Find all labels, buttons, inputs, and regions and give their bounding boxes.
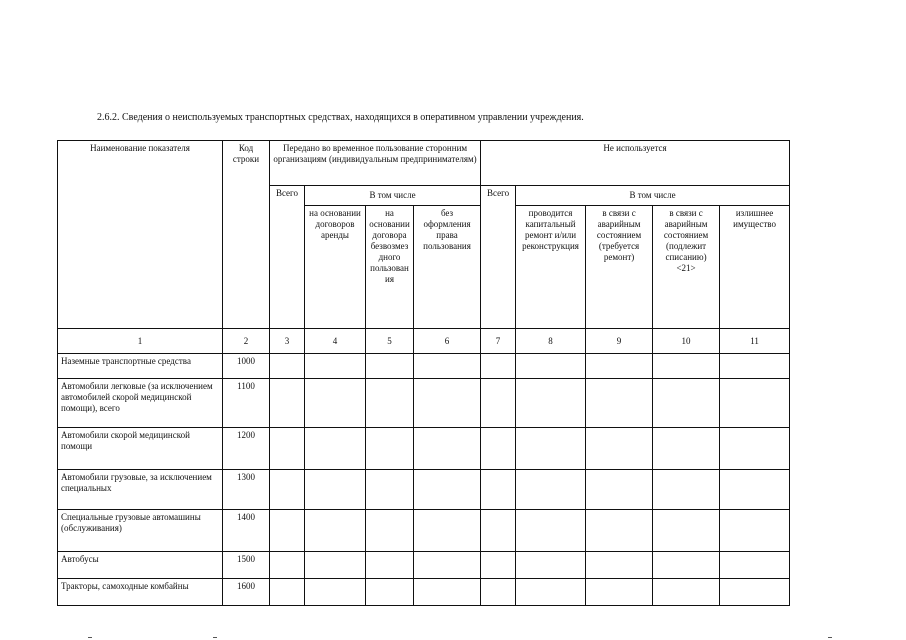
value-cell[interactable] — [366, 379, 414, 428]
header-not-used-group: Не используется — [481, 141, 790, 186]
row-code: 1200 — [223, 428, 270, 470]
row-code: 1000 — [223, 354, 270, 379]
value-cell[interactable] — [653, 552, 720, 579]
row-name: Автомобили грузовые, за исключением специальных — [58, 470, 223, 510]
header-free-use: на основании договора безвозмездного пользования — [366, 206, 414, 329]
header-not-used-including: В том числе — [516, 186, 790, 206]
column-number: 7 — [481, 329, 516, 354]
value-cell[interactable] — [270, 470, 305, 510]
column-number: 5 — [366, 329, 414, 354]
header-not-used-total: Всего — [481, 186, 516, 329]
value-cell[interactable] — [720, 354, 790, 379]
column-number: 11 — [720, 329, 790, 354]
row-name: Наземные транспортные средства — [58, 354, 223, 379]
value-cell[interactable] — [586, 354, 653, 379]
value-cell[interactable] — [305, 354, 366, 379]
scan-artifact — [213, 637, 217, 638]
value-cell[interactable] — [653, 354, 720, 379]
header-capital-repair: проводится капитальный ремонт и/или реконструкция — [516, 206, 586, 329]
value-cell[interactable] — [414, 354, 481, 379]
column-number: 2 — [223, 329, 270, 354]
value-cell[interactable] — [586, 579, 653, 606]
column-number: 1 — [58, 329, 223, 354]
column-number: 3 — [270, 329, 305, 354]
row-code: 1300 — [223, 470, 270, 510]
value-cell[interactable] — [270, 379, 305, 428]
value-cell[interactable] — [653, 470, 720, 510]
value-cell[interactable] — [270, 579, 305, 606]
value-cell[interactable] — [305, 510, 366, 552]
header-excess-property: излишнее имущество — [720, 206, 790, 329]
value-cell[interactable] — [516, 354, 586, 379]
value-cell[interactable] — [586, 470, 653, 510]
header-emergency-writeoff: в связи с аварийным состоянием (подлежит списанию) <21> — [653, 206, 720, 329]
row-name: Специальные грузовые автомашины (обслуживания) — [58, 510, 223, 552]
value-cell[interactable] — [414, 510, 481, 552]
table-row — [58, 510, 790, 552]
row-name: Автомобили легковые (за исключением автомобилей скорой медицинской помощи), всего — [58, 379, 223, 428]
value-cell[interactable] — [481, 552, 516, 579]
table-row — [58, 354, 790, 379]
value-cell[interactable] — [305, 579, 366, 606]
value-cell[interactable] — [516, 470, 586, 510]
unused-vehicles-table — [57, 140, 790, 606]
value-cell[interactable] — [481, 470, 516, 510]
value-cell[interactable] — [414, 579, 481, 606]
column-number: 8 — [516, 329, 586, 354]
value-cell[interactable] — [366, 428, 414, 470]
value-cell[interactable] — [516, 579, 586, 606]
value-cell[interactable] — [516, 428, 586, 470]
column-number: 9 — [586, 329, 653, 354]
value-cell[interactable] — [720, 510, 790, 552]
column-number-row — [58, 329, 790, 354]
scan-artifact — [828, 637, 832, 638]
value-cell[interactable] — [366, 510, 414, 552]
table-row — [58, 379, 790, 428]
value-cell[interactable] — [414, 552, 481, 579]
value-cell[interactable] — [653, 379, 720, 428]
value-cell[interactable] — [481, 428, 516, 470]
value-cell[interactable] — [270, 510, 305, 552]
value-cell[interactable] — [586, 379, 653, 428]
value-cell[interactable] — [414, 470, 481, 510]
value-cell[interactable] — [414, 428, 481, 470]
row-name: Автобусы — [58, 552, 223, 579]
value-cell[interactable] — [586, 510, 653, 552]
value-cell[interactable] — [270, 552, 305, 579]
value-cell[interactable] — [305, 552, 366, 579]
table-row — [58, 470, 790, 510]
value-cell[interactable] — [653, 428, 720, 470]
value-cell[interactable] — [305, 379, 366, 428]
row-code: 1400 — [223, 510, 270, 552]
value-cell[interactable] — [720, 579, 790, 606]
value-cell[interactable] — [481, 379, 516, 428]
value-cell[interactable] — [481, 579, 516, 606]
table-row — [58, 428, 790, 470]
value-cell[interactable] — [586, 552, 653, 579]
column-number: 10 — [653, 329, 720, 354]
value-cell[interactable] — [653, 510, 720, 552]
value-cell[interactable] — [414, 379, 481, 428]
value-cell[interactable] — [720, 552, 790, 579]
header-row-code: Код строки — [223, 141, 270, 329]
section-title: 2.6.2. Сведения о неиспользуемых транспортных средствах, находящихся в оперативном управлении учреждения. — [97, 112, 584, 123]
value-cell[interactable] — [366, 579, 414, 606]
value-cell[interactable] — [305, 428, 366, 470]
header-transferred-group: Передано во временное пользование сторонним организациям (индивидуальным предпринимателям) — [270, 141, 481, 186]
value-cell[interactable] — [653, 579, 720, 606]
value-cell[interactable] — [366, 552, 414, 579]
header-emergency-repair: в связи с аварийным состоянием (требуется ремонт) — [586, 206, 653, 329]
header-indicator-name: Наименование показателя — [58, 141, 223, 329]
value-cell[interactable] — [481, 354, 516, 379]
row-name: Тракторы, самоходные комбайны — [58, 579, 223, 606]
column-number: 6 — [414, 329, 481, 354]
header-transferred-total: Всего — [270, 186, 305, 329]
table-row — [58, 579, 790, 606]
header-transferred-including: В том числе — [305, 186, 481, 206]
table-row — [58, 552, 790, 579]
value-cell[interactable] — [516, 510, 586, 552]
value-cell[interactable] — [481, 510, 516, 552]
value-cell[interactable] — [516, 552, 586, 579]
data-rows — [58, 354, 790, 606]
value-cell[interactable] — [720, 379, 790, 428]
value-cell[interactable] — [366, 470, 414, 510]
value-cell[interactable] — [366, 354, 414, 379]
value-cell[interactable] — [720, 428, 790, 470]
value-cell[interactable] — [586, 428, 653, 470]
row-name: Автомобили скорой медицинской помощи — [58, 428, 223, 470]
column-number: 4 — [305, 329, 366, 354]
row-code: 1500 — [223, 552, 270, 579]
value-cell[interactable] — [305, 470, 366, 510]
header-no-rights: без оформления права пользования — [414, 206, 481, 329]
row-code: 1100 — [223, 379, 270, 428]
row-code: 1600 — [223, 579, 270, 606]
value-cell[interactable] — [516, 379, 586, 428]
value-cell[interactable] — [270, 428, 305, 470]
value-cell[interactable] — [720, 470, 790, 510]
scan-artifact — [88, 637, 92, 638]
value-cell[interactable] — [270, 354, 305, 379]
header-lease: на основании договоров аренды — [305, 206, 366, 329]
